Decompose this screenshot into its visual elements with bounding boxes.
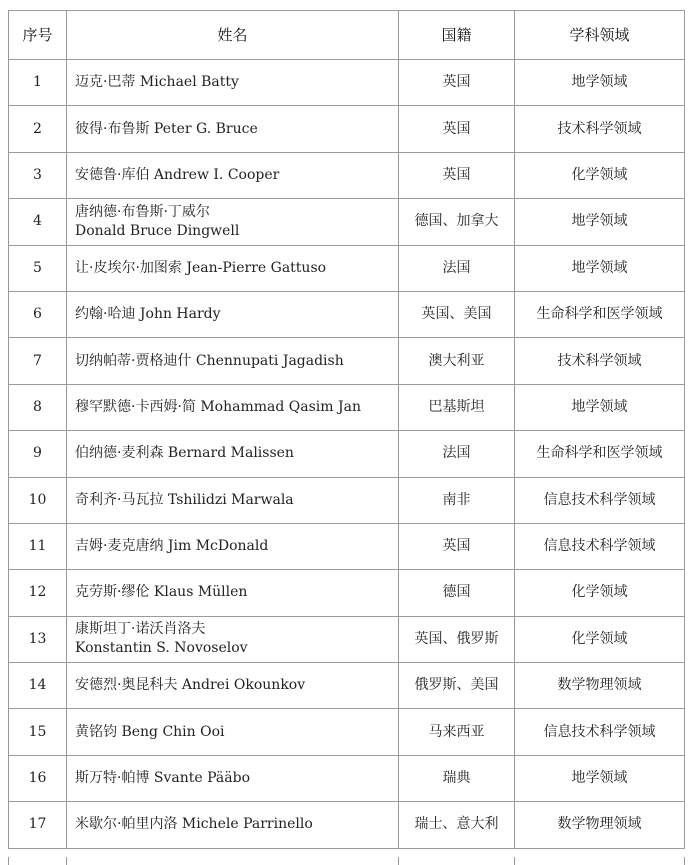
name-line: 米歇尔·帕里内洛 Michele Parrinello bbox=[75, 816, 313, 833]
cell-field: 信息技术科学领域 bbox=[515, 523, 685, 569]
cell-field: 数学物理领域 bbox=[515, 802, 685, 848]
cell-index: 3 bbox=[9, 152, 67, 198]
cell-field: 地学领域 bbox=[515, 60, 685, 106]
cell-field: 信息技术科学领域 bbox=[515, 477, 685, 523]
cell-field: 化学领域 bbox=[515, 616, 685, 662]
cell-field: 地学领域 bbox=[515, 199, 685, 245]
table-header-row bbox=[9, 11, 685, 60]
cell-index: 7 bbox=[9, 338, 67, 384]
cell-name bbox=[67, 384, 399, 430]
cell-name bbox=[67, 338, 399, 384]
cell-index: 4 bbox=[9, 199, 67, 245]
cell-index: 15 bbox=[9, 709, 67, 755]
name-line: 克劳斯·缪伦 Klaus Müllen bbox=[75, 584, 248, 601]
header-field: 学科领域 bbox=[515, 11, 685, 60]
name-line: 穆罕默德·卡西姆·简 Mohammad Qasim Jan bbox=[75, 398, 361, 415]
table-row bbox=[9, 60, 685, 106]
name-line: 安德鲁·库伯 Andrew I. Cooper bbox=[75, 166, 280, 183]
name-line: 彼得·布鲁斯 Peter G. Bruce bbox=[75, 120, 258, 137]
cell-index: 13 bbox=[9, 616, 67, 662]
table-row bbox=[9, 802, 685, 848]
cell-name bbox=[67, 245, 399, 291]
name-line: 唐纳德·布鲁斯·丁威尔 bbox=[75, 203, 210, 220]
cell-field: 技术科学领域 bbox=[515, 338, 685, 384]
table-row bbox=[9, 477, 685, 523]
table-row bbox=[9, 199, 685, 245]
cell-index: 6 bbox=[9, 291, 67, 337]
name-line: Donald Bruce Dingwell bbox=[75, 222, 240, 239]
cell-nationality: 巴基斯坦 bbox=[399, 384, 515, 430]
cell-nationality: 南非 bbox=[399, 477, 515, 523]
cell-nationality: 俄罗斯、美国 bbox=[399, 663, 515, 709]
cell-index: 5 bbox=[9, 245, 67, 291]
cell-nationality: 瑞士、意大利 bbox=[399, 802, 515, 848]
header-name: 姓名 bbox=[67, 11, 399, 60]
cell-nationality: 英国、俄罗斯 bbox=[399, 616, 515, 662]
cell-field: 技术科学领域 bbox=[515, 106, 685, 152]
cell-name bbox=[67, 477, 399, 523]
cell-name bbox=[67, 291, 399, 337]
table-row bbox=[9, 338, 685, 384]
cell-name bbox=[67, 199, 399, 245]
cell-field: 地学领域 bbox=[515, 384, 685, 430]
table-row bbox=[9, 291, 685, 337]
cell-nationality: 澳大利亚 bbox=[399, 338, 515, 384]
cell-index: 16 bbox=[9, 755, 67, 801]
table-row bbox=[9, 106, 685, 152]
cell-nationality: 法国 bbox=[399, 431, 515, 477]
name-line: 康斯坦丁·诺沃肖洛夫 bbox=[75, 621, 206, 638]
cell-index: 11 bbox=[9, 523, 67, 569]
cell-nationality: 瑞典 bbox=[399, 755, 515, 801]
cell-index: 12 bbox=[9, 570, 67, 616]
cell-name bbox=[67, 106, 399, 152]
cell-nationality: 法国 bbox=[399, 245, 515, 291]
cell-index: 10 bbox=[9, 477, 67, 523]
name-line: 迈克·巴蒂 Michael Batty bbox=[75, 74, 239, 91]
cell-nationality: 英国、美国 bbox=[399, 291, 515, 337]
cell-name bbox=[67, 152, 399, 198]
name-line: 奇利齐·马瓦拉 Tshilidzi Marwala bbox=[75, 491, 294, 508]
cell-field: 信息技术科学领域 bbox=[515, 709, 685, 755]
cell-nationality: 德国 bbox=[399, 570, 515, 616]
cell-field: 化学领域 bbox=[515, 570, 685, 616]
table-row bbox=[9, 384, 685, 430]
cell-name bbox=[67, 523, 399, 569]
table-row bbox=[9, 663, 685, 709]
cell-nationality: 英国 bbox=[399, 523, 515, 569]
cell-field: 数学物理领域 bbox=[515, 663, 685, 709]
cell-index: 14 bbox=[9, 663, 67, 709]
cell-index: 17 bbox=[9, 802, 67, 848]
table-row bbox=[9, 570, 685, 616]
name-line: 吉姆·麦克唐纳 Jim McDonald bbox=[75, 538, 269, 555]
cell-name bbox=[67, 570, 399, 616]
name-line: 安德烈·奥昆科夫 Andrei Okounkov bbox=[75, 677, 306, 694]
name-line: 让·皮埃尔·加图索 Jean-Pierre Gattuso bbox=[75, 259, 327, 276]
cell-field: 生命科学和医学领域 bbox=[515, 291, 685, 337]
cell-name bbox=[67, 616, 399, 662]
academicians-table bbox=[8, 10, 685, 849]
cell-index: 2 bbox=[9, 106, 67, 152]
name-line: 约翰·哈迪 John Hardy bbox=[75, 306, 221, 323]
cell-nationality: 德国、加拿大 bbox=[399, 199, 515, 245]
name-line: Konstantin S. Novoselov bbox=[75, 640, 248, 657]
cell-name bbox=[67, 802, 399, 848]
cell-nationality: 英国 bbox=[399, 106, 515, 152]
table-row bbox=[9, 245, 685, 291]
cell-name bbox=[67, 709, 399, 755]
cell-nationality: 英国 bbox=[399, 152, 515, 198]
cell-index: 1 bbox=[9, 60, 67, 106]
cell-nationality: 马来西亚 bbox=[399, 709, 515, 755]
cell-field: 地学领域 bbox=[515, 245, 685, 291]
table-continuation-edge bbox=[8, 857, 684, 865]
table-row bbox=[9, 152, 685, 198]
cell-index: 8 bbox=[9, 384, 67, 430]
name-line: 切纳帕蒂·贾格迪什 Chennupati Jagadish bbox=[75, 352, 344, 369]
name-line: 伯纳德·麦利森 Bernard Malissen bbox=[75, 445, 294, 462]
table-row bbox=[9, 709, 685, 755]
header-index: 序号 bbox=[9, 11, 67, 60]
name-line: 斯万特·帕博 Svante Pääbo bbox=[75, 770, 250, 787]
cell-name bbox=[67, 755, 399, 801]
cell-field: 生命科学和医学领域 bbox=[515, 431, 685, 477]
cell-name bbox=[67, 431, 399, 477]
cell-index: 9 bbox=[9, 431, 67, 477]
cell-nationality: 英国 bbox=[399, 60, 515, 106]
table-row bbox=[9, 755, 685, 801]
cell-name bbox=[67, 663, 399, 709]
cell-field: 地学领域 bbox=[515, 755, 685, 801]
header-nationality: 国籍 bbox=[399, 11, 515, 60]
table-row bbox=[9, 431, 685, 477]
cell-name bbox=[67, 60, 399, 106]
table-row bbox=[9, 616, 685, 662]
cell-field: 化学领域 bbox=[515, 152, 685, 198]
table-row bbox=[9, 523, 685, 569]
name-line: 黄铭钧 Beng Chin Ooi bbox=[75, 723, 225, 740]
